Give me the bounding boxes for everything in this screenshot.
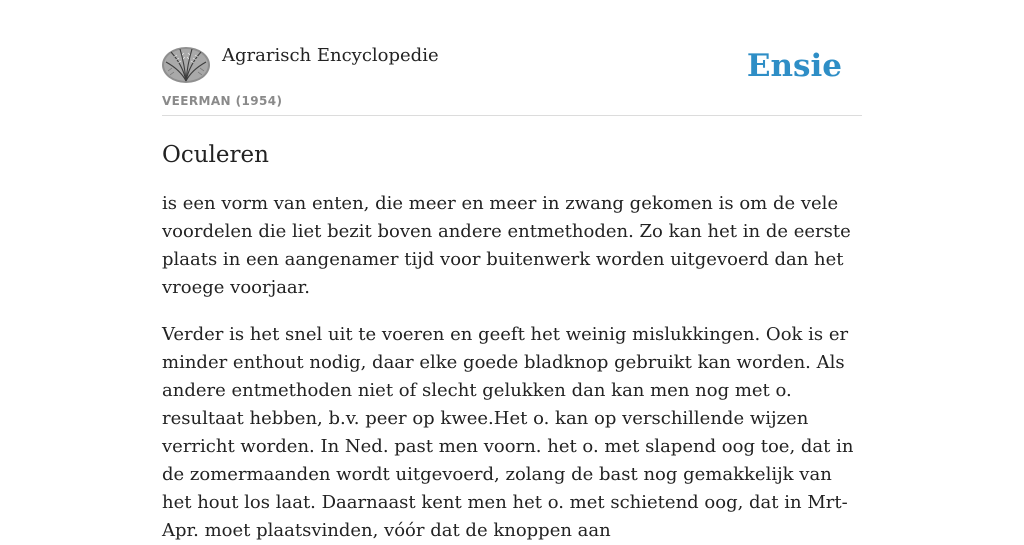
source-title[interactable]: Agrarisch Encyclopedie — [222, 45, 439, 66]
wheat-engraving-icon — [162, 47, 210, 83]
source-author-year: VEERMAN (1954) — [162, 94, 283, 108]
ensie-brand-link[interactable]: Ensie — [746, 48, 842, 84]
article-title: Oculeren — [162, 142, 269, 168]
source-header — [162, 0, 862, 116]
article — [162, 140, 862, 545]
content-container — [162, 0, 862, 545]
article-paragraph: Verder is het snel uit te voeren en geeft het weinig mislukkingen. Ook is er minder enthout nodig, daar elke goede bladknop gebruikt kan worden. Als andere entmethoden niet of slecht gelukken dan kan men nog met o. resultaat hebben, b.v. peer op kwee.Het o. kan op verschillende wijzen verricht worden. In Ned. past men voorn. het o. met slapend oog toe, dat in de zomermaanden wordt uitgevoerd, zolang de bast nog gemakkelijk van het hout los laat. Daarnaast kent men het o. met schietend oog, dat in Mrt-Apr. moet plaatsvinden, vóór dat de knoppen aan — [162, 324, 854, 541]
article-paragraph: is een vorm van enten, die meer en meer in zwang gekomen is om de vele voordelen die liet bezit boven andere entmethoden. Zo kan het in de eerste plaats in een aangenamer tijd voor buitenwerk worden uitgevoerd dan het vroege voorjaar. — [162, 193, 851, 298]
